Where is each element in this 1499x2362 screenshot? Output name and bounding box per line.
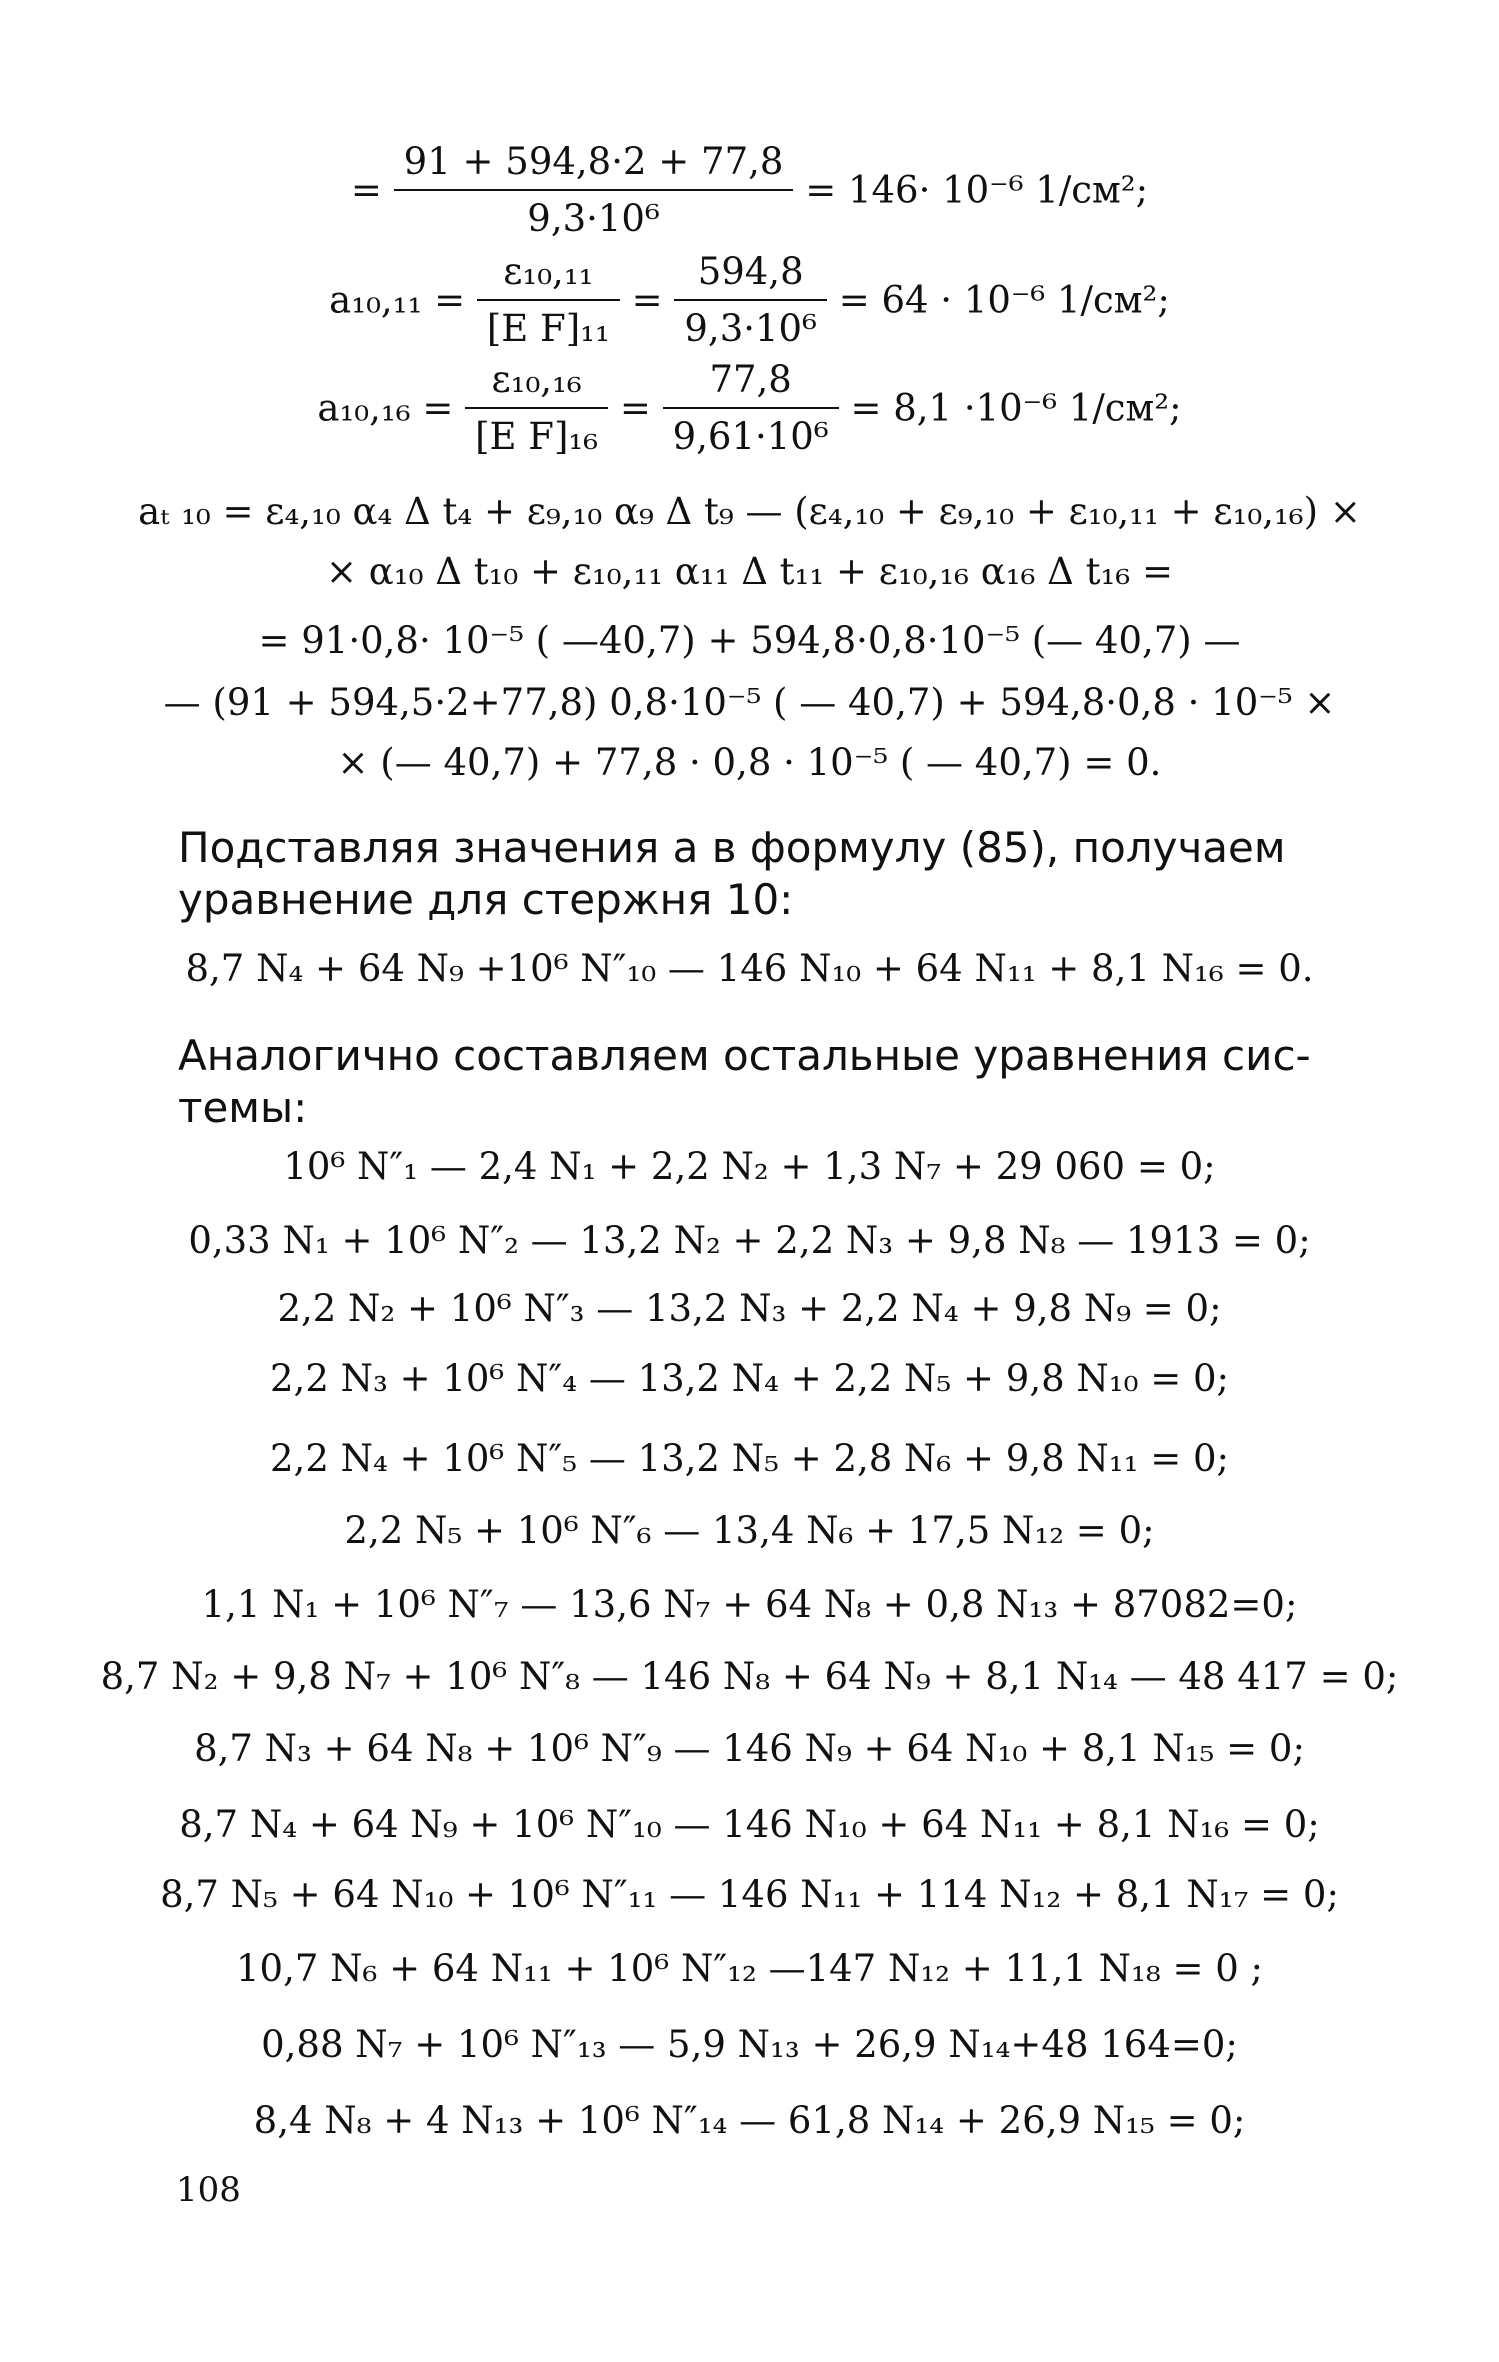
system-equation-7: 1,1 N₁ + 10⁶ N″₇ — 13,6 N₇ + 64 N₈ + 0,8 N₁₃ + 87082=0;: [201, 1583, 1298, 1626]
fraction-denominator: 9,61·10⁶: [672, 415, 829, 458]
equation-a-10-11: [0, 250, 1499, 350]
paragraph-line: уравнение для стержня 10:: [178, 875, 794, 924]
at-line-5: × (— 40,7) + 77,8 · 0,8 · 10⁻⁵ ( — 40,7) = 0.: [337, 741, 1162, 784]
system-equation-11: 8,7 N₅ + 64 N₁₀ + 10⁶ N″₁₁ — 146 N₁₁ + 114 N₁₂ + 8,1 N₁₇ = 0;: [160, 1873, 1339, 1916]
eq-lhs: a₁₀,₁₆ =: [317, 386, 454, 430]
system-equation-9: 8,7 N₃ + 64 N₈ + 10⁶ N″₉ — 146 N₉ + 64 N₁₀ + 8,1 N₁₅ = 0;: [194, 1727, 1305, 1770]
fraction-denominator: 9,3·10⁶: [527, 197, 660, 240]
eq-rhs: = 146· 10⁻⁶ 1/см²;: [805, 168, 1149, 212]
at-line-4: — (91 + 594,5·2+77,8) 0,8·10⁻⁵ ( — 40,7) + 594,8·0,8 · 10⁻⁵ ×: [163, 681, 1336, 724]
equation-frac-sum: [0, 140, 1499, 240]
fraction: [465, 358, 608, 458]
fraction: [674, 250, 827, 350]
system-equation-8: 8,7 N₂ + 9,8 N₇ + 10⁶ N″₈ — 146 N₈ + 64 N₉ + 8,1 N₁₄ — 48 417 = 0;: [100, 1655, 1399, 1698]
eq-rhs: = 8,1 ·10⁻⁶ 1/см²;: [850, 386, 1182, 430]
system-equation-1: 10⁶ N″₁ — 2,4 N₁ + 2,2 N₂ + 1,3 N₇ + 29 060 = 0;: [283, 1145, 1216, 1188]
fraction-numerator: ε₁₀,₁₆: [465, 358, 608, 409]
fraction-numerator: 91 + 594,8·2 + 77,8: [394, 140, 794, 191]
eq-lhs: =: [350, 168, 382, 212]
page-number: 108: [176, 2170, 241, 2210]
at-line-3: = 91·0,8· 10⁻⁵ ( —40,7) + 594,8·0,8·10⁻⁵ (— 40,7) —: [258, 619, 1241, 662]
eq-lhs: a₁₀,₁₁ =: [329, 278, 466, 322]
fraction-denominator: [E F]₁₁: [486, 307, 610, 350]
system-equation-5: 2,2 N₄ + 10⁶ N″₅ — 13,2 N₅ + 2,8 N₆ + 9,8 N₁₁ = 0;: [270, 1437, 1229, 1480]
paragraph-line: темы:: [178, 1083, 308, 1132]
system-equation-2: 0,33 N₁ + 10⁶ N″₂ — 13,2 N₂ + 2,2 N₃ + 9,8 N₈ — 1913 = 0;: [188, 1219, 1311, 1262]
system-equation-13: 0,88 N₇ + 10⁶ N″₁₃ — 5,9 N₁₃ + 26,9 N₁₄+48 164=0;: [261, 2023, 1238, 2066]
eq-sign: =: [619, 386, 651, 430]
at-line-2: × α₁₀ Δ t₁₀ + ε₁₀,₁₁ α₁₁ Δ t₁₁ + ε₁₀,₁₆ α₁₆ Δ t₁₆ =: [326, 550, 1173, 593]
fraction-numerator: 77,8: [663, 358, 839, 409]
fraction: [663, 358, 839, 458]
eq-rhs: = 64 · 10⁻⁶ 1/см²;: [838, 278, 1170, 322]
paragraph-line: Подставляя значения a в формулу (85), получаем: [178, 823, 1286, 872]
system-equation-3: 2,2 N₂ + 10⁶ N″₃ — 13,2 N₃ + 2,2 N₄ + 9,8 N₉ = 0;: [277, 1287, 1222, 1330]
equation-rod-10: 8,7 N₄ + 64 N₉ +10⁶ N″₁₀ — 146 N₁₀ + 64 N₁₁ + 8,1 N₁₆ = 0.: [185, 947, 1314, 990]
paragraph-substitution: [178, 822, 1338, 926]
fraction-denominator: [E F]₁₆: [475, 415, 599, 458]
equation-a-10-16: [0, 358, 1499, 458]
fraction: [394, 140, 794, 240]
paragraph-analogous: [178, 1030, 1338, 1134]
system-equation-12: 10,7 N₆ + 64 N₁₁ + 10⁶ N″₁₂ —147 N₁₂ + 11,1 N₁₈ = 0 ;: [235, 1947, 1263, 1990]
fraction: [477, 250, 620, 350]
eq-sign: =: [631, 278, 663, 322]
fraction-numerator: 594,8: [674, 250, 827, 301]
at-line-1: aₜ ₁₀ = ε₄,₁₀ α₄ Δ t₄ + ε₉,₁₀ α₉ Δ t₉ — (ε₄,₁₀ + ε₉,₁₀ + ε₁₀,₁₁ + ε₁₀,₁₆) ×: [138, 490, 1361, 533]
system-equation-6: 2,2 N₅ + 10⁶ N″₆ — 13,4 N₆ + 17,5 N₁₂ = 0;: [344, 1509, 1155, 1552]
system-equation-14: 8,4 N₈ + 4 N₁₃ + 10⁶ N″₁₄ — 61,8 N₁₄ + 26,9 N₁₅ = 0;: [253, 2099, 1246, 2142]
fraction-numerator: ε₁₀,₁₁: [477, 250, 620, 301]
system-equation-10: 8,7 N₄ + 64 N₉ + 10⁶ N″₁₀ — 146 N₁₀ + 64 N₁₁ + 8,1 N₁₆ = 0;: [179, 1803, 1320, 1846]
fraction-denominator: 9,3·10⁶: [684, 307, 817, 350]
system-equation-4: 2,2 N₃ + 10⁶ N″₄ — 13,2 N₄ + 2,2 N₅ + 9,8 N₁₀ = 0;: [270, 1357, 1229, 1400]
paragraph-line: Аналогично составляем остальные уравнения сис-: [178, 1031, 1311, 1080]
